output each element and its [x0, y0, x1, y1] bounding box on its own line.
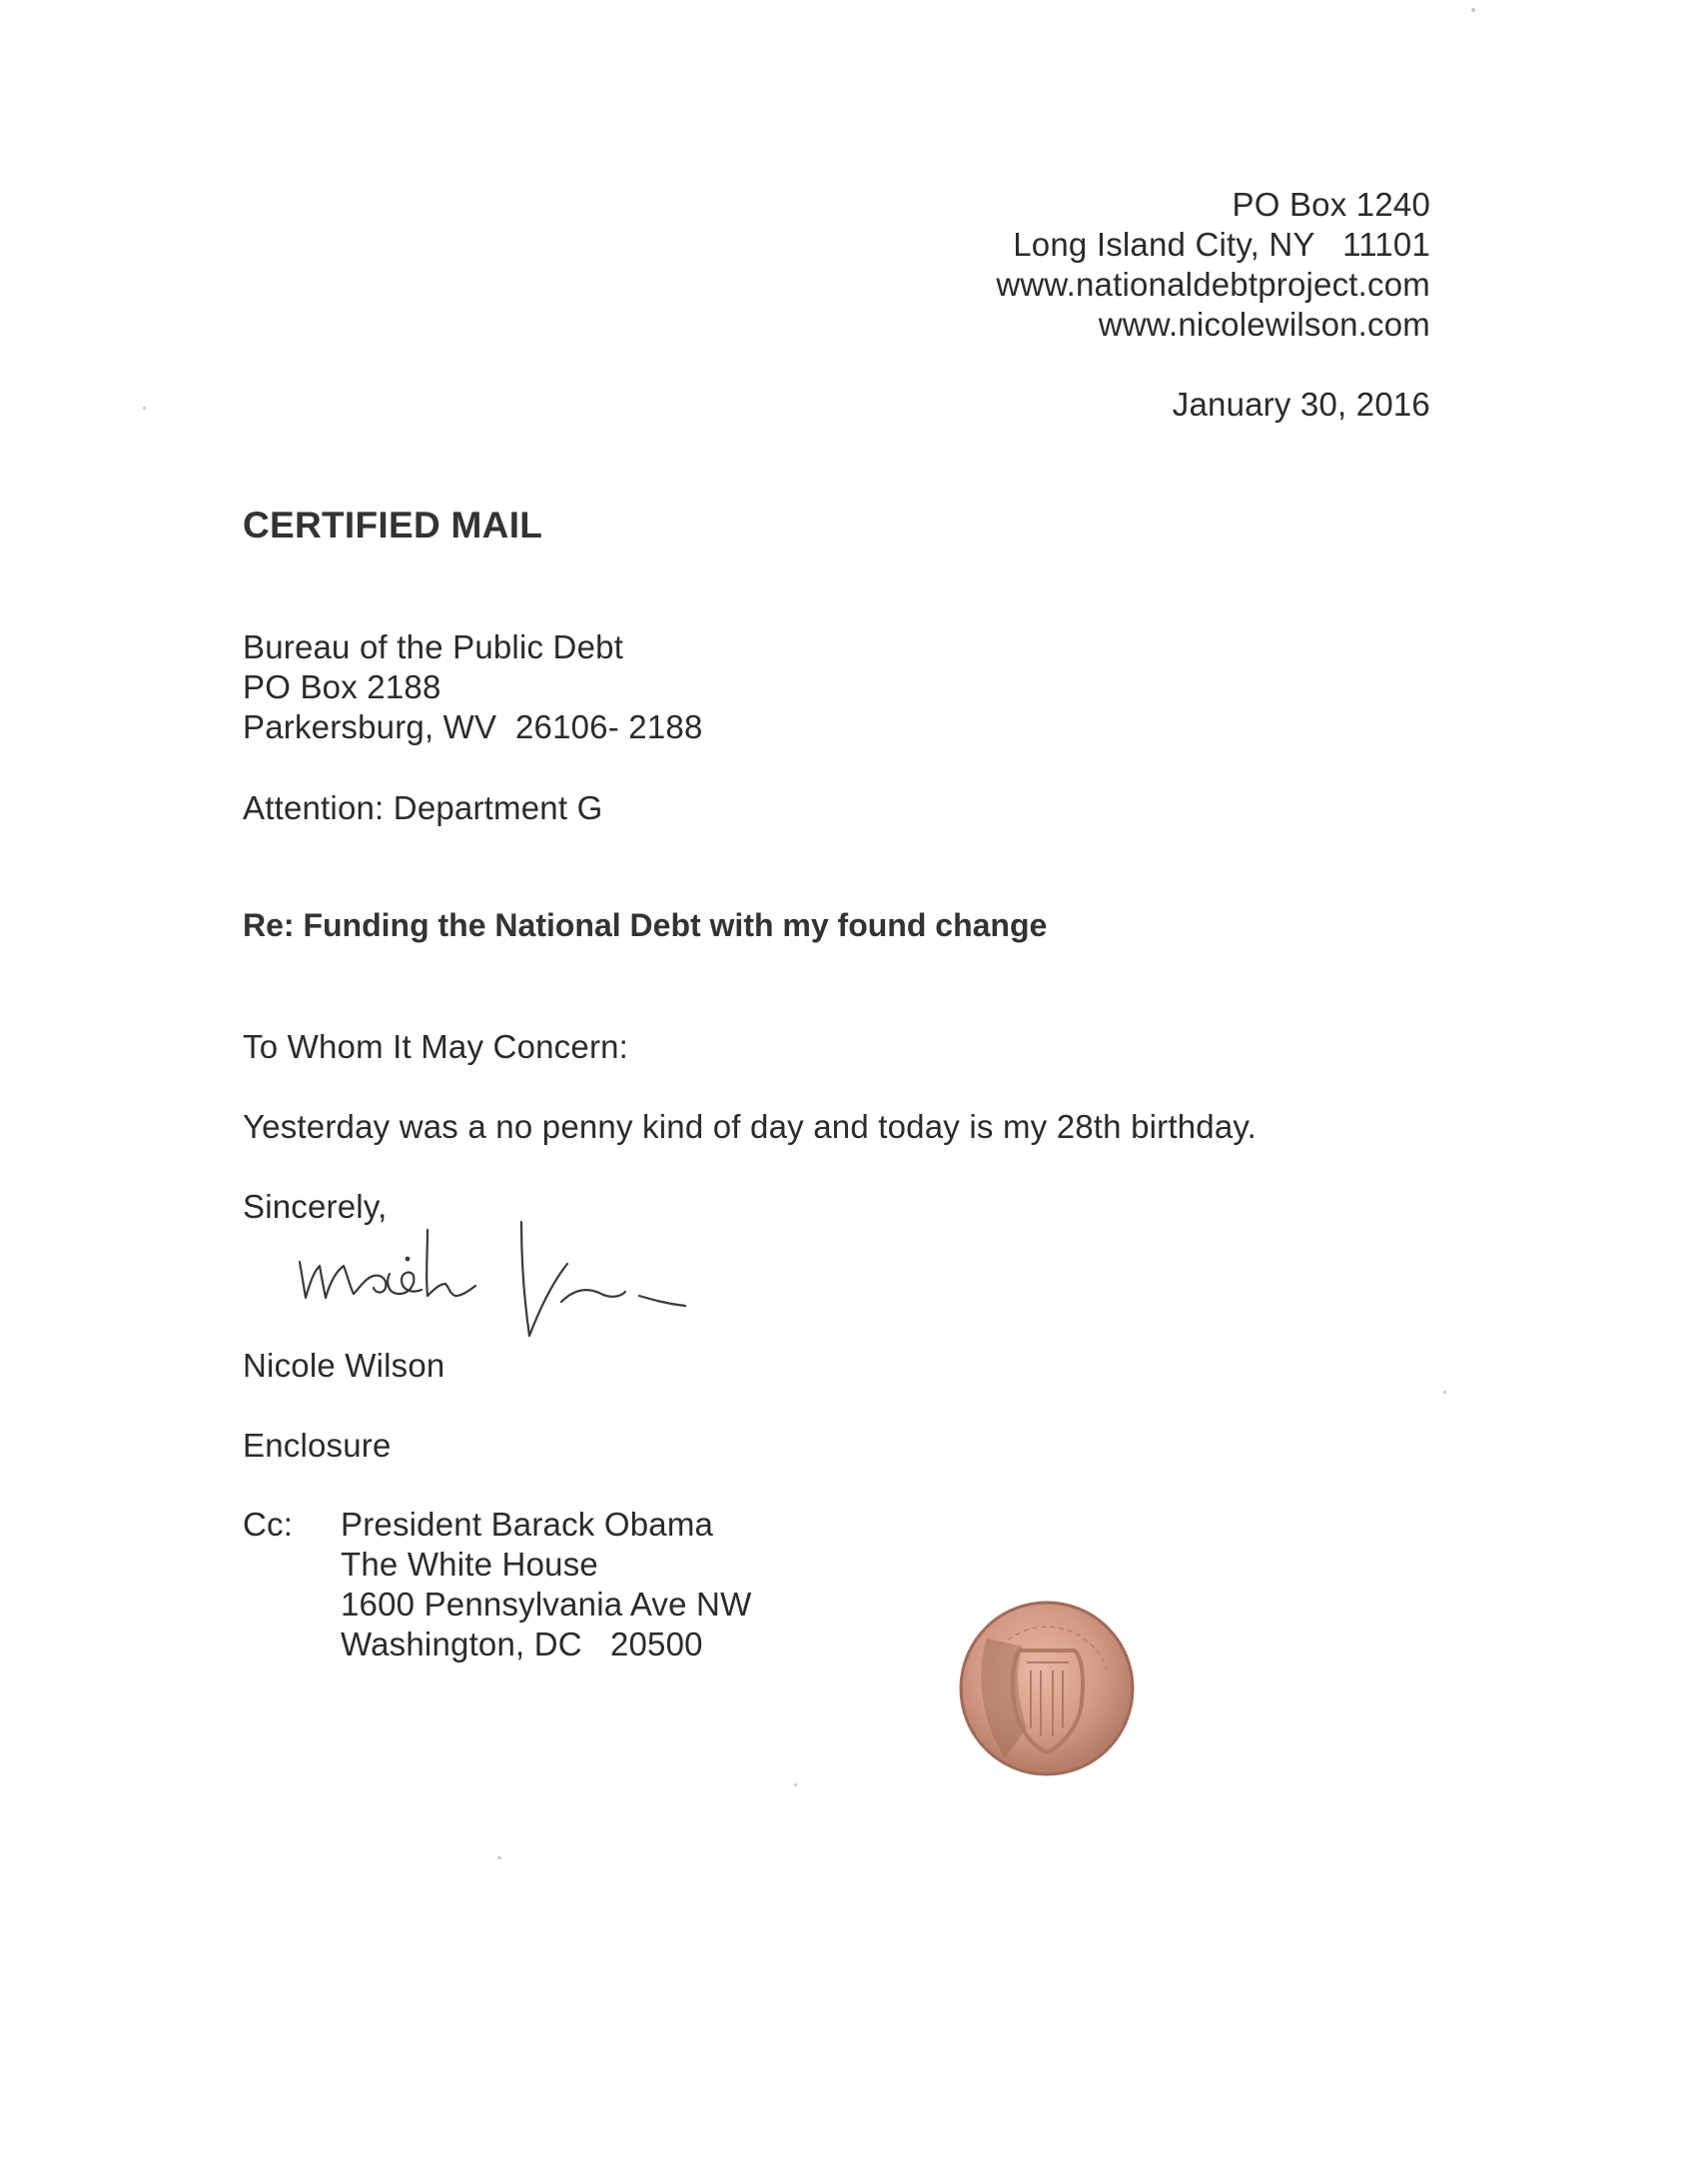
- sender-website-1: www.nationaldebtproject.com: [996, 266, 1430, 303]
- cc-line-2: The White House: [341, 1546, 598, 1583]
- cc-address: [341, 1505, 751, 1664]
- closing: Sincerely,: [243, 1188, 388, 1225]
- subject-line: Re: Funding the National Debt with my found change: [243, 907, 1048, 943]
- sender-address-line-1: PO Box 1240: [1232, 186, 1430, 223]
- signer-name: Nicole Wilson: [243, 1347, 445, 1384]
- sender-address-line-2: Long Island City, NY 11101: [1013, 226, 1430, 263]
- certified-mail-heading: CERTIFIED MAIL: [243, 505, 543, 546]
- sender-address: [996, 185, 1430, 345]
- recipient-line-1: Bureau of the Public Debt: [243, 628, 624, 665]
- recipient-address: [243, 627, 703, 747]
- letter-date: January 30, 2016: [1172, 386, 1430, 423]
- signature-icon: [290, 1214, 729, 1349]
- cc-line-3: 1600 Pennsylvania Ave NW: [341, 1586, 752, 1623]
- recipient-line-3: Parkersburg, WV 26106- 2188: [243, 708, 703, 745]
- recipient-line-2: PO Box 2188: [243, 668, 441, 705]
- sender-website-2: www.nicolewilson.com: [1098, 306, 1430, 343]
- scan-speck: [794, 1783, 797, 1786]
- scan-speck: [497, 1856, 501, 1859]
- scan-speck: [1443, 1391, 1446, 1394]
- attention-line: Attention: Department G: [243, 789, 603, 826]
- scan-speck: [143, 407, 146, 410]
- cc-line-1: President Barack Obama: [341, 1506, 714, 1543]
- body-paragraph: Yesterday was a no penny kind of day and today is my 28th birthday.: [243, 1108, 1258, 1145]
- salutation: To Whom It May Concern:: [243, 1028, 629, 1065]
- cc-line-4: Washington, DC 20500: [341, 1626, 703, 1662]
- cc-label: Cc:: [243, 1506, 294, 1543]
- enclosure-notation: Enclosure: [243, 1427, 392, 1464]
- penny-coin-icon: [957, 1599, 1137, 1778]
- scan-speck: [1471, 8, 1475, 12]
